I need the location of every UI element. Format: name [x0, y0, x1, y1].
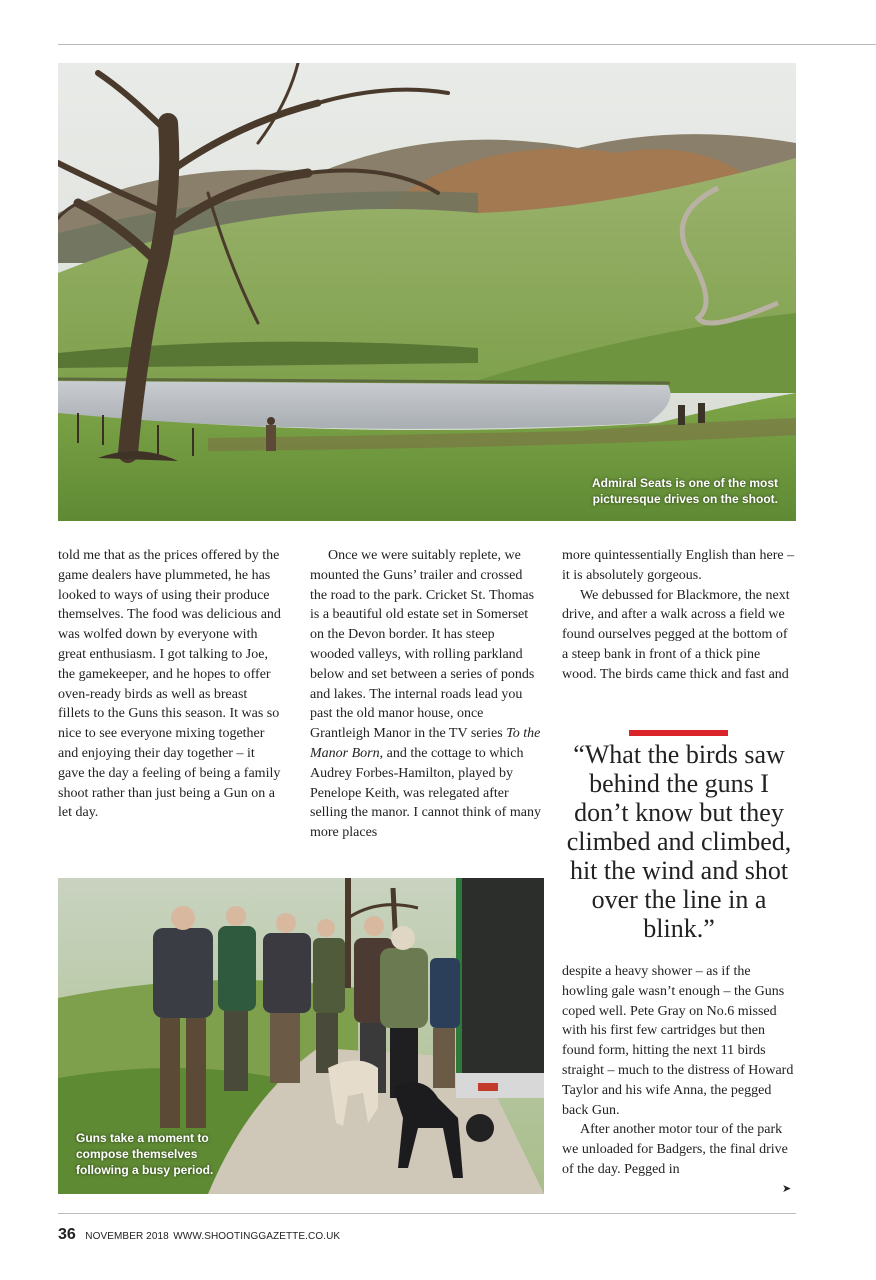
paragraph: despite a heavy shower – as if the howling gale wasn’t enough – the Guns coped well. Pete Gray on No.6 missed with his first few cartridges but then found form, hitting the next 11 birds straight – much to the distress of Howard Taylor and his wife Anna, the pegged back Gun. — [562, 964, 794, 1118]
page-footer — [58, 1226, 340, 1244]
page-number: 36 — [58, 1226, 76, 1243]
guns-group-photo — [58, 878, 544, 1194]
article-column-3-continued — [562, 962, 796, 1180]
paragraph: Once we were suitably replete, we mounted the Guns’ trailer and crossed the road to the park. Cricket St. Thomas is a beautiful old estate set in Somerset on the Devon border. It has steep wooded valleys, with rolling parkland below and set between a series of ponds and lakes. The internal roads lead you past the old manor house, once Grantleigh Manor in the TV series To the Manor Born, and the cottage to which Audrey Forbes-Hamilton, played by Penelope Keith, was relegated after selling the manor. I cannot think of many more places — [310, 548, 541, 841]
article-column-1 — [58, 546, 282, 823]
pull-quote: “What the birds saw behind the guns I don’t know but they climbed and climbed, hit the wind and shot over the line in a blink.” — [566, 740, 792, 943]
issue-date: NOVEMBER 2018 — [85, 1231, 169, 1242]
paragraph: more quintessentially English than here – it is absolutely gorgeous. — [562, 548, 795, 583]
lake-parkland-photo — [58, 63, 796, 521]
header-rule — [58, 44, 876, 45]
tv-series-title: To the Manor Born — [310, 726, 541, 761]
paragraph: After another motor tour of the park we unloaded for Badgers, the final drive of the day. Pegged in — [562, 1122, 788, 1177]
pull-quote-accent-bar — [629, 730, 728, 736]
photo-caption: Guns take a moment to compose themselves following a busy period. — [76, 1131, 214, 1177]
website-link[interactable]: WWW.SHOOTINGGAZETTE.CO.UK — [173, 1231, 341, 1242]
landscape-illustration — [58, 63, 796, 521]
photo-caption: Admiral Seats is one of the most picturesque drives on the shoot. — [591, 476, 778, 506]
article-column-3 — [562, 546, 796, 685]
footer-rule — [58, 1213, 796, 1214]
paragraph: We debussed for Blackmore, the next drive, and after a walk across a field we found ourselves pegged at the bottom of a steep bank in front of a thick pine wood. The birds came thick and fast and — [562, 587, 790, 682]
paragraph: told me that as the prices offered by the game dealers have plummeted, he has looked to ways of using their produce themselves. The food was delicious and was wolfed down by everyone with great enthusiasm. I got talking to Joe, the gamekeeper, and he hopes to offer oven-ready birds as well as breast fillets to the Guns this season. It was so nice to see everyone mixing together and enjoying their day together – it gave the day a feeling of being a family shoot rather than just being a Gun on a let day. — [58, 548, 281, 821]
continue-arrow-icon: ➤ — [782, 1182, 792, 1195]
article-column-2 — [310, 546, 542, 843]
